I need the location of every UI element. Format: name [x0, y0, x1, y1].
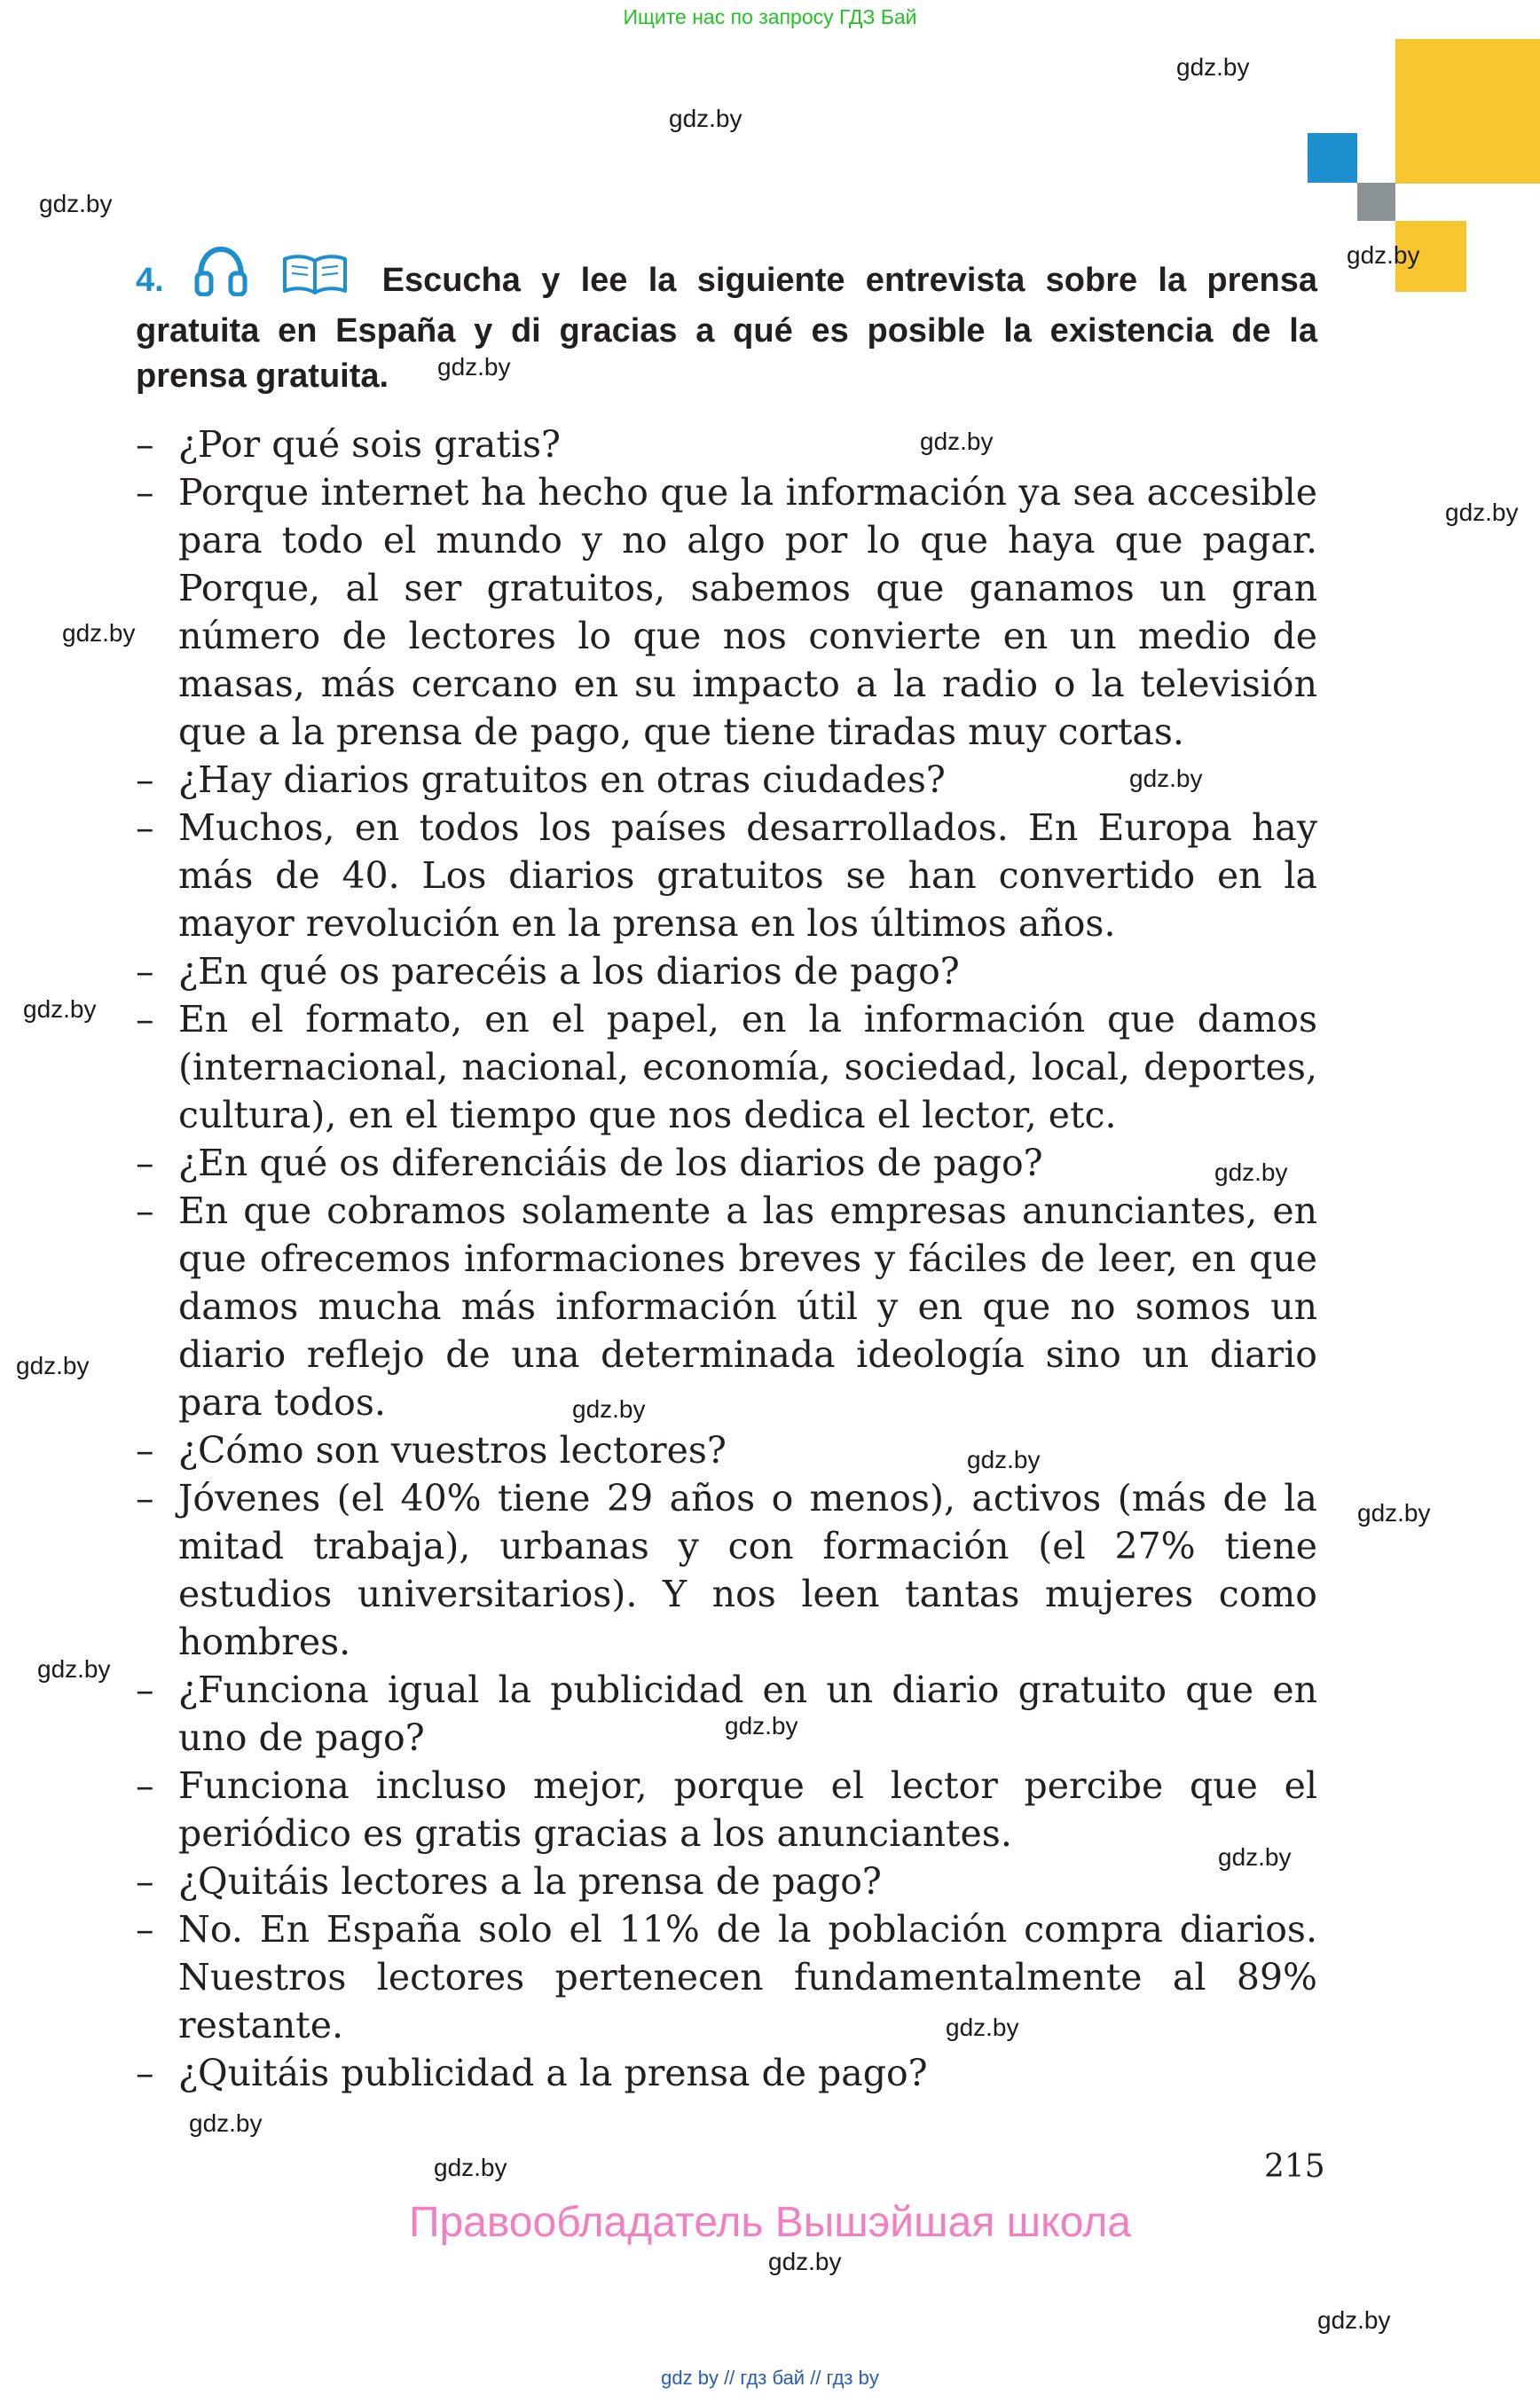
bottom-banner: gdz by // гдз бай // гдз by	[661, 2367, 879, 2389]
headphones-icon	[193, 245, 248, 309]
dialog-text: ¿En qué os diferenciáis de los diarios de pago?	[178, 1142, 1043, 1184]
watermark: gdz.by	[1317, 2306, 1391, 2334]
watermark: gdz.by	[16, 1352, 90, 1379]
dialog-dash: –	[136, 950, 154, 993]
dialog-text: No. En España solo el 11% de la población compra diarios. Nuestros lectores pertenecen fundamentalmente al 89% restante.	[178, 1908, 1317, 2046]
watermark: gdz.by	[1445, 499, 1519, 526]
watermark: gdz.by	[725, 1712, 798, 1739]
dialog-text: ¿En qué os parecéis a los diarios de pago?	[178, 950, 960, 993]
dialog-text: ¿Quitáis lectores a la prensa de pago?	[178, 1860, 882, 1903]
dialog-line	[136, 468, 1317, 756]
dialog-dash: –	[136, 1477, 154, 1520]
interview-dialog	[136, 420, 1317, 2097]
watermark: gdz.by	[669, 105, 742, 132]
dialog-dash: –	[136, 1190, 154, 1232]
watermark: gdz.by	[768, 2248, 842, 2275]
dialog-text: Muchos, en todos los países desarrollados. En Europa hay más de 40. Los diarios gratuitos se han convertido en la mayor revolución en la prensa en los últimos años.	[178, 806, 1317, 945]
dialog-text: ¿Cómo son vuestros lectores?	[178, 1429, 727, 1472]
dialog-dash: –	[136, 1429, 154, 1472]
dialog-line	[136, 1666, 1317, 1762]
dialog-text: Funciona incluso mejor, porque el lector percibe que el periódico es gratis gracias a los anunciantes.	[178, 1764, 1317, 1855]
open-book-icon	[281, 252, 349, 309]
dialog-line	[136, 420, 1317, 468]
dialog-text: En el formato, en el papel, en la información que damos (internacional, nacional, economía, sociedad, local, deportes, cultura), en el tiempo que nos dedica el lector, etc.	[178, 998, 1317, 1136]
dialog-text: Jóvenes (el 40% tiene 29 años o menos), activos (más de la mitad trabaja), urbanas y con formación (el 27% tiene estudios universitarios). Y nos leen tantas mujeres como hombres.	[178, 1477, 1317, 1663]
dialog-line	[136, 1187, 1317, 1426]
dialog-dash: –	[136, 1764, 154, 1807]
watermark: gdz.by	[437, 353, 511, 381]
page-number: 215	[1264, 2148, 1325, 2185]
watermark: gdz.by	[1129, 765, 1203, 792]
watermark: gdz.by	[572, 1395, 646, 1423]
watermark: gdz.by	[37, 1655, 111, 1683]
watermark: gdz.by	[39, 190, 113, 217]
dialog-dash: –	[136, 471, 154, 514]
top-banner: Ищите нас по запросу ГДЗ Бай	[623, 5, 917, 28]
watermark: gdz.by	[946, 2014, 1019, 2041]
dialog-dash: –	[136, 1669, 154, 1711]
dialog-line	[136, 995, 1317, 1139]
decor-yellow-large	[1395, 39, 1540, 184]
task-number: 4.	[136, 262, 164, 299]
task-instruction	[136, 245, 1317, 399]
dialog-line	[136, 1905, 1317, 2049]
watermark: gdz.by	[23, 995, 97, 1023]
dialog-dash: –	[136, 806, 154, 849]
watermark: gdz.by	[920, 428, 994, 455]
watermark: gdz.by	[62, 619, 136, 647]
dialog-text: ¿Funciona igual la publicidad en un diario gratuito que en uno de pago?	[178, 1669, 1317, 1759]
decor-blue-square	[1308, 133, 1357, 183]
watermark: gdz.by	[1176, 53, 1250, 81]
dialog-dash: –	[136, 1860, 154, 1903]
watermark: gdz.by	[967, 1446, 1041, 1473]
watermark: gdz.by	[1347, 241, 1420, 269]
task-text: Escucha y lee la siguiente entrevista sobre la prensa gratuita en España y di gracias a qué es posible la existencia de la prensa gratuita.	[136, 262, 1317, 395]
dialog-line	[136, 804, 1317, 947]
dialog-line	[136, 1762, 1317, 1857]
watermark: gdz.by	[189, 2109, 263, 2137]
watermark: gdz.by	[1214, 1158, 1288, 1186]
dialog-text: ¿Por qué sois gratis?	[178, 423, 561, 466]
dialog-line	[136, 1857, 1317, 1905]
dialog-dash: –	[136, 758, 154, 801]
dialog-line	[136, 947, 1317, 995]
dialog-dash: –	[136, 423, 154, 466]
dialog-dash: –	[136, 1142, 154, 1184]
dialog-dash: –	[136, 1908, 154, 1951]
dialog-line	[136, 756, 1317, 804]
decor-gray-square	[1357, 183, 1395, 221]
watermark: gdz.by	[434, 2154, 507, 2181]
dialog-text: ¿Quitáis publicidad a la prensa de pago?	[178, 2052, 928, 2094]
dialog-line	[136, 1474, 1317, 1666]
watermark: gdz.by	[1218, 1843, 1292, 1871]
dialog-text: Porque internet ha hecho que la información ya sea accesible para todo el mundo y no algo por lo que haya que pagar. Porque, al ser gratuitos, sabemos que ganamos un gran número de lectores lo que nos convierte en un medio de masas, más cercano en su impacto a la radio o la televisión que a la prensa de pago, que tiene tiradas muy cortas.	[178, 471, 1317, 753]
dialog-line	[136, 1139, 1317, 1187]
dialog-dash: –	[136, 2052, 154, 2094]
dialog-text: En que cobramos solamente a las empresas anunciantes, en que ofrecemos informaciones breves y fáciles de leer, en que damos mucha más información útil y en que no somos un diario reflejo de una determinada ideología sino un diario para todos.	[178, 1190, 1317, 1424]
dialog-dash: –	[136, 998, 154, 1041]
dialog-line	[136, 1426, 1317, 1474]
dialog-text: ¿Hay diarios gratuitos en otras ciudades?	[178, 758, 946, 801]
dialog-line	[136, 2049, 1317, 2097]
watermark: gdz.by	[1357, 1499, 1431, 1527]
copyright-notice: Правообладатель Вышэйшая школа	[408, 2199, 1132, 2246]
